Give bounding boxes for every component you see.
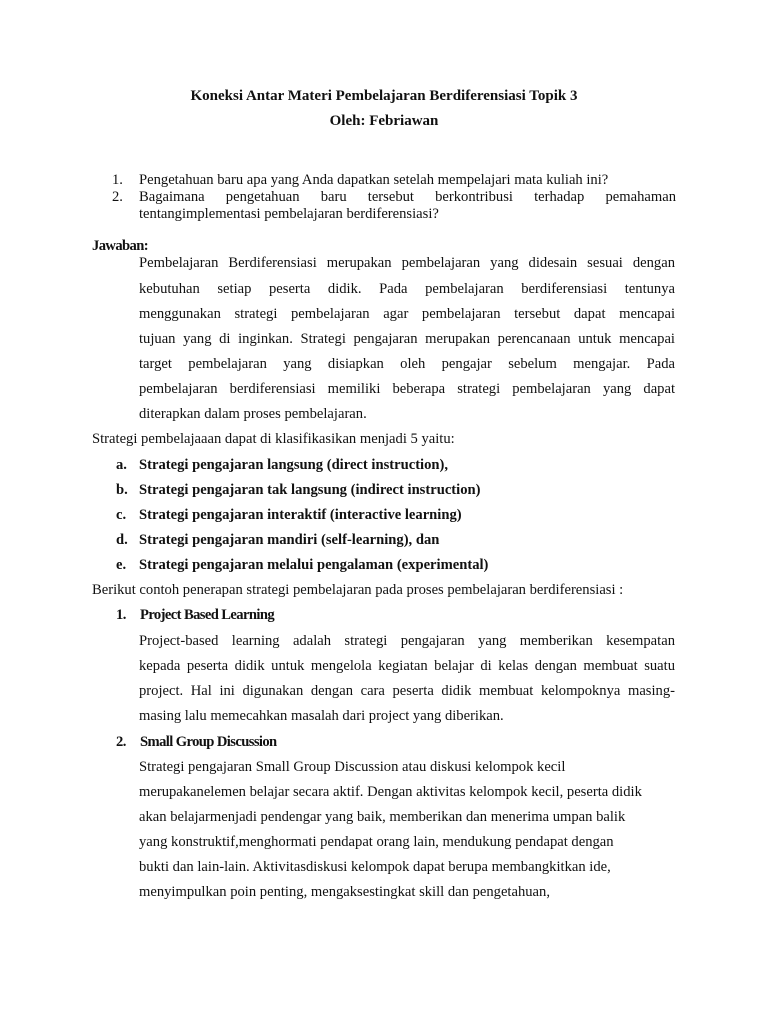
section-line: menyimpulkan poin penting, mengaksestingkat skill dan pengetahuan, bbox=[139, 884, 550, 900]
section-line: bukti dan lain-lain. Aktivitasdiskusi kelompok dapat berupa membangkitkan ide, bbox=[139, 859, 611, 875]
question-text: Pengetahuan baru apa yang Anda dapatkan setelah mempelajari mata kuliah ini? bbox=[139, 172, 609, 188]
answer-line: tujuan yang di inginkan. Strategi pengajaran merupakan perencanaan untuk mencapai bbox=[139, 331, 675, 347]
strategy-text: Strategi pengajaran mandiri (self-learning), dan bbox=[139, 532, 440, 548]
strategy-label: a. bbox=[116, 457, 127, 473]
question-number: 2. bbox=[112, 189, 123, 205]
document-author: Oleh: Febriawan bbox=[329, 113, 439, 129]
question-text-line: Bagaimana pengetahuan baru tersebut berkontribusi terhadap pemahaman bbox=[139, 189, 676, 205]
question-text-line: tentangimplementasi pembelajaran berdiferensiasi? bbox=[139, 206, 439, 222]
answer-label: Jawaban: bbox=[92, 238, 149, 254]
answer-line: pembelajaran berdiferensiasi memiliki beberapa strategi pembelajaran yang dapat bbox=[139, 381, 675, 397]
answer-line: diterapkan dalam proses pembelajaran. bbox=[139, 406, 367, 422]
question-item bbox=[112, 189, 676, 223]
section-line: Strategi pengajaran Small Group Discussion atau diskusi kelompok kecil bbox=[139, 759, 566, 775]
section-line: merupakanelemen belajar secara aktif. Dengan aktivitas kelompok kecil, peserta didik bbox=[139, 784, 642, 800]
answer-line: menggunakan strategi pembelajaran agar pembelajaran tersebut dapat mencapai bbox=[139, 306, 675, 322]
example-intro: Berikut contoh penerapan strategi pembelajaran pada proses pembelajaran berdiferensiasi : bbox=[92, 582, 624, 598]
section-line: akan belajarmenjadi pendengar yang baik, memberikan dan menerima umpan balik bbox=[139, 809, 626, 825]
section-title: Small Group Discussion bbox=[140, 734, 277, 750]
strategy-text: Strategi pengajaran langsung (direct instruction), bbox=[139, 457, 449, 473]
section-number: 1. bbox=[116, 607, 126, 623]
strategy-intro: Strategi pembelajaaan dapat di klasifikasikan menjadi 5 yaitu: bbox=[92, 431, 455, 447]
document-title: Koneksi Antar Materi Pembelajaran Berdiferensiasi Topik 3 bbox=[190, 88, 578, 104]
section-line: yang konstruktif,menghormati pendapat orang lain, mendukung pendapat dengan bbox=[139, 834, 614, 850]
answer-line: target pembelajaran yang disiapkan oleh pengajar sebelum mengajar. Pada bbox=[139, 356, 675, 372]
section-number: 2. bbox=[116, 734, 126, 750]
strategy-label: e. bbox=[116, 557, 127, 573]
question-text bbox=[139, 189, 676, 223]
section-line: kepada peserta didik untuk mengelola kegiatan belajar di kelas dengan membuat suatu bbox=[139, 658, 675, 674]
question-number: 1. bbox=[112, 172, 123, 188]
answer-line: Pembelajaran Berdiferensiasi merupakan pembelajaran yang didesain sesuai dengan bbox=[139, 255, 675, 271]
section-line: Project-based learning adalah strategi pengajaran yang memberikan kesempatan bbox=[139, 633, 675, 649]
section-title: Project Based Learning bbox=[140, 607, 275, 623]
section-line: masing lalu memecahkan masalah dari project yang diberikan. bbox=[139, 708, 504, 724]
strategy-text: Strategi pengajaran tak langsung (indirect instruction) bbox=[139, 482, 481, 498]
strategy-label: b. bbox=[116, 482, 128, 498]
strategy-text: Strategi pengajaran interaktif (interactive learning) bbox=[139, 507, 462, 523]
strategy-label: d. bbox=[116, 532, 128, 548]
strategy-text: Strategi pengajaran melalui pengalaman (experimental) bbox=[139, 557, 489, 573]
answer-line: kebutuhan setiap peserta didik. Pada pembelajaran berdiferensiasi tentunya bbox=[139, 281, 675, 297]
section-line: project. Hal ini digunakan dengan cara peserta didik membuat kelompoknya masing- bbox=[139, 683, 675, 699]
strategy-label: c. bbox=[116, 507, 127, 523]
